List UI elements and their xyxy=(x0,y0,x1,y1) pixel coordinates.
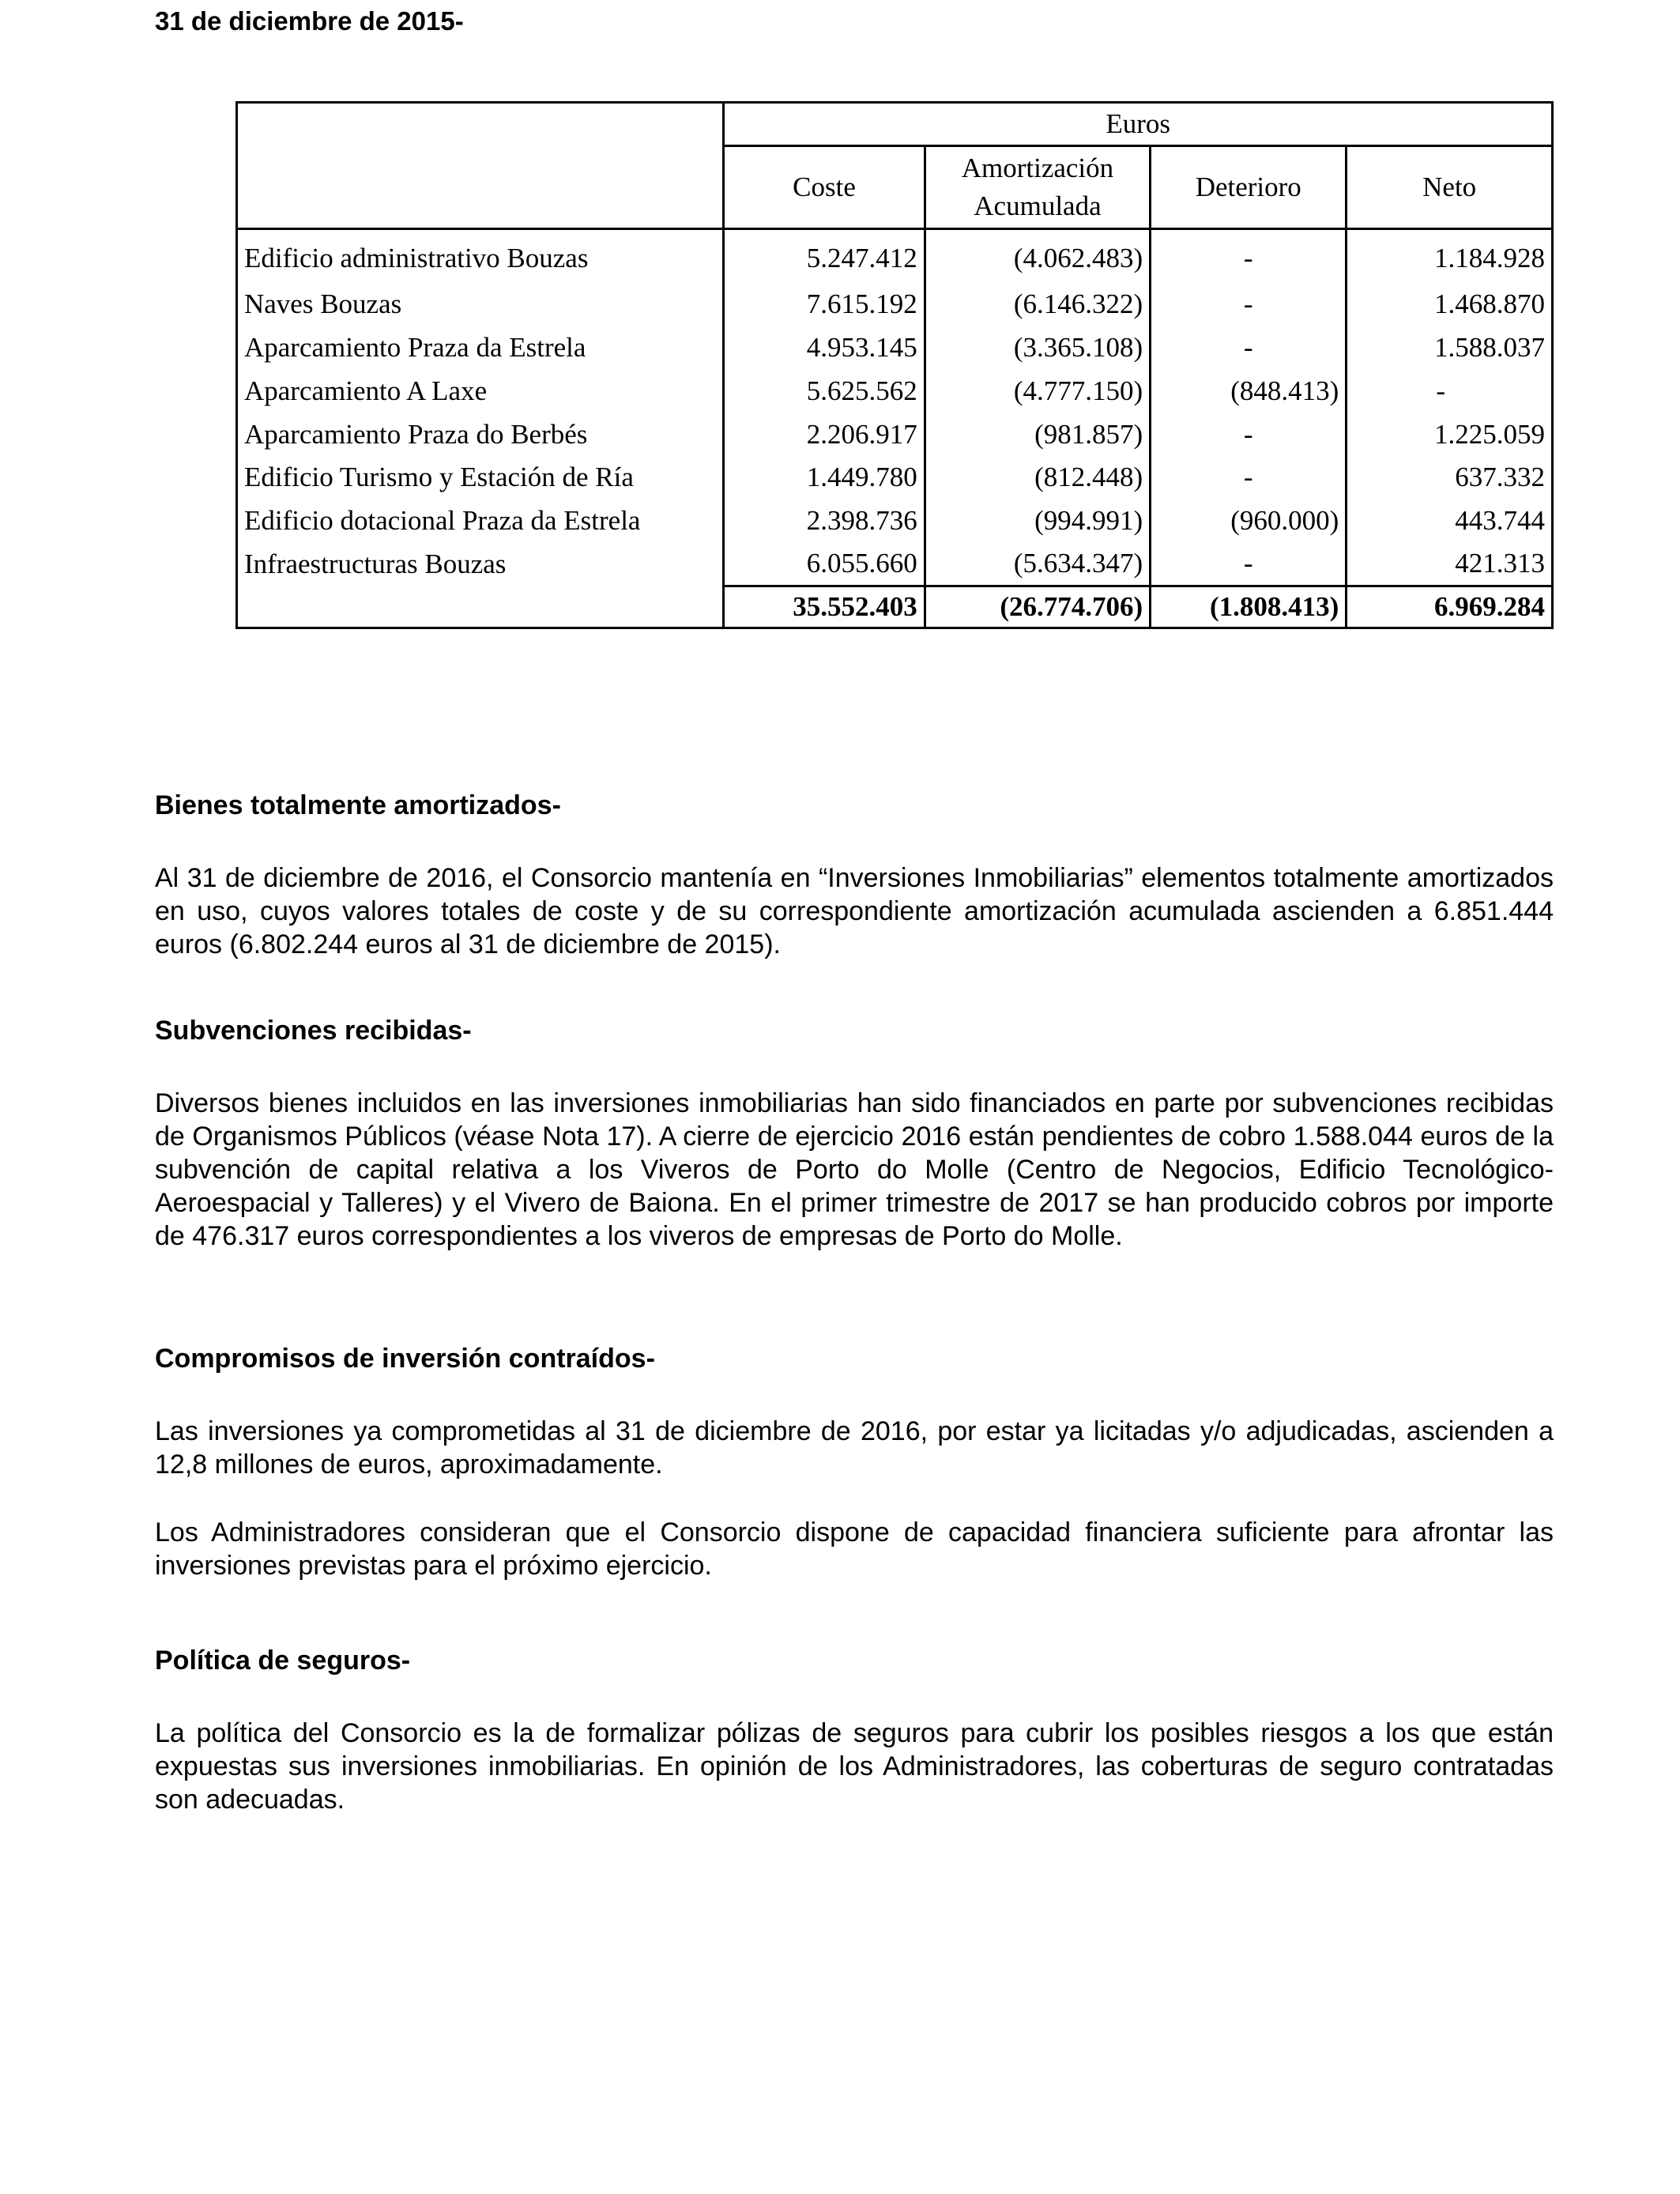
paragraph-compromisos-1: Las inversiones ya comprometidas al 31 de diciembre de 2016, por estar ya licitadas y/o adjudicadas, ascienden a 12,8 millones de euros, aproximadamente. xyxy=(155,1416,1554,1480)
cell-deterioro: - xyxy=(1151,282,1347,326)
investment-properties-table xyxy=(235,101,1554,629)
cell-deterioro: - xyxy=(1151,456,1347,499)
cell-neto: 421.313 xyxy=(1347,543,1553,586)
table-row xyxy=(237,413,1553,456)
cell-deterioro: - xyxy=(1151,326,1347,369)
section-heading-bienes: Bienes totalmente amortizados- xyxy=(155,790,561,820)
total-label-cell xyxy=(237,586,724,628)
total-deterioro: (1.808.413) xyxy=(1151,586,1347,628)
page-heading: 31 de diciembre de 2015- xyxy=(155,6,464,36)
table-row xyxy=(237,499,1553,543)
cell-deterioro: - xyxy=(1151,543,1347,586)
row-label: Aparcamiento Praza do Berbés xyxy=(237,413,724,456)
row-label: Aparcamiento Praza da Estrela xyxy=(237,326,724,369)
cell-neto: 443.744 xyxy=(1347,499,1553,543)
cell-coste: 5.625.562 xyxy=(724,369,925,413)
cell-coste: 4.953.145 xyxy=(724,326,925,369)
col-header-amortizacion xyxy=(925,145,1150,229)
col-header-amortizacion-line2: Acumulada xyxy=(974,190,1102,222)
col-header-coste: Coste xyxy=(724,145,925,229)
row-label: Infraestructuras Bouzas xyxy=(237,543,724,586)
cell-coste: 6.055.660 xyxy=(724,543,925,586)
table-row xyxy=(237,369,1553,413)
cell-deterioro: - xyxy=(1151,413,1347,456)
currency-header: Euros xyxy=(724,103,1553,146)
row-label: Edificio dotacional Praza da Estrela xyxy=(237,499,724,543)
col-header-neto: Neto xyxy=(1347,145,1553,229)
table-corner-cell xyxy=(237,103,724,229)
row-label: Edificio administrativo Bouzas xyxy=(237,234,724,282)
cell-amortizacion: (4.777.150) xyxy=(925,369,1150,413)
total-coste: 35.552.403 xyxy=(724,586,925,628)
cell-amortizacion: (5.634.347) xyxy=(925,543,1150,586)
table-row xyxy=(237,326,1553,369)
cell-deterioro: (848.413) xyxy=(1151,369,1347,413)
cell-neto: 1.225.059 xyxy=(1347,413,1553,456)
table-row xyxy=(237,456,1553,499)
cell-coste: 2.206.917 xyxy=(724,413,925,456)
cell-neto: - xyxy=(1347,369,1553,413)
section-heading-subvenciones: Subvenciones recibidas- xyxy=(155,1016,472,1046)
paragraph-seguros: La política del Consorcio es la de formalizar pólizas de seguros para cubrir los posibles riesgos a los que están expuestas sus inversiones inmobiliarias. En opinión de los Administradores, las coberturas de seguro contratadas son adecuadas. xyxy=(155,1718,1554,1815)
paragraph-subvenciones: Diversos bienes incluidos en las inversiones inmobiliarias han sido financiados en parte por subvenciones recibidas de Organismos Públicos (véase Nota 17). A cierre de ejercicio 2016 están pendientes de cobro 1.588.044 euros de la subvención de capital relativa a los Viveros de Porto do Molle (Centro de Negocios, Edificio Tecnológico-Aeroespacial y Talleres) y el Vivero de Baiona. En el primer trimestre de 2017 se han producido cobros por importe de 476.317 euros correspondientes a los viveros de empresas de Porto do Molle. xyxy=(155,1088,1554,1251)
cell-coste: 2.398.736 xyxy=(724,499,925,543)
cell-amortizacion: (3.365.108) xyxy=(925,326,1150,369)
row-label: Aparcamiento A Laxe xyxy=(237,369,724,413)
cell-neto: 1.184.928 xyxy=(1347,234,1553,282)
cell-neto: 1.588.037 xyxy=(1347,326,1553,369)
cell-deterioro: - xyxy=(1151,234,1347,282)
total-amortizacion: (26.774.706) xyxy=(925,586,1150,628)
cell-amortizacion: (812.448) xyxy=(925,456,1150,499)
cell-coste: 7.615.192 xyxy=(724,282,925,326)
table-row xyxy=(237,543,1553,586)
table-row xyxy=(237,234,1553,282)
cell-amortizacion: (6.146.322) xyxy=(925,282,1150,326)
cell-amortizacion: (981.857) xyxy=(925,413,1150,456)
paragraph-compromisos-2: Los Administradores consideran que el Consorcio dispone de capacidad financiera suficiente para afrontar las inversiones previstas para el próximo ejercicio. xyxy=(155,1517,1554,1581)
paragraph-bienes: Al 31 de diciembre de 2016, el Consorcio mantenía en “Inversiones Inmobiliarias” elementos totalmente amortizados en uso, cuyos valores totales de coste y de su correspondiente amortización acumulada ascienden a 6.851.444 euros (6.802.244 euros al 31 de diciembre de 2015). xyxy=(155,863,1554,959)
row-label: Edificio Turismo y Estación de Ría xyxy=(237,456,724,499)
table-total-row xyxy=(237,586,1553,628)
col-header-deterioro: Deterioro xyxy=(1151,145,1347,229)
section-heading-seguros: Política de seguros- xyxy=(155,1646,411,1676)
cell-coste: 5.247.412 xyxy=(724,234,925,282)
cell-amortizacion: (994.991) xyxy=(925,499,1150,543)
cell-neto: 1.468.870 xyxy=(1347,282,1553,326)
row-label: Naves Bouzas xyxy=(237,282,724,326)
cell-coste: 1.449.780 xyxy=(724,456,925,499)
cell-amortizacion: (4.062.483) xyxy=(925,234,1150,282)
cell-deterioro: (960.000) xyxy=(1151,499,1347,543)
section-heading-compromisos: Compromisos de inversión contraídos- xyxy=(155,1344,655,1374)
total-neto: 6.969.284 xyxy=(1347,586,1553,628)
cell-neto: 637.332 xyxy=(1347,456,1553,499)
table-row xyxy=(237,282,1553,326)
col-header-amortizacion-line1: Amortización xyxy=(961,153,1114,184)
